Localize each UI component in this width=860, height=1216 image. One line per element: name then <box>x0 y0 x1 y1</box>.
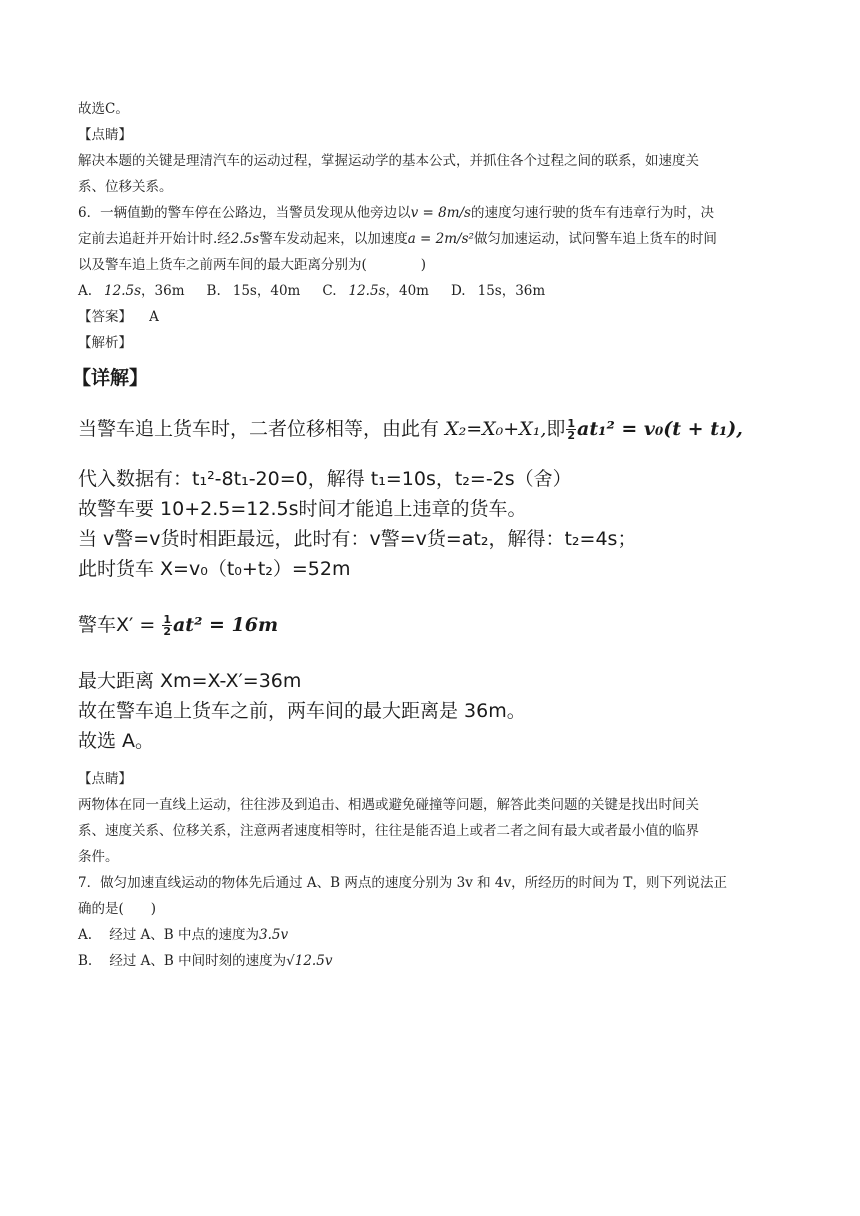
question-stem: 确的是( ) <box>78 901 157 917</box>
section-tag: 【点睛】 <box>78 771 132 787</box>
question-7 <box>78 870 784 974</box>
detail-line: 最大距离 Xm=X-X′=36m <box>78 670 302 692</box>
document-page <box>72 96 784 974</box>
detail-line: 故在警车追上货车之前，两车间的最大距离是 36m。 <box>78 700 526 722</box>
stem-text: 做匀加速运动，试问警车追上货车的时间 <box>473 231 717 247</box>
option-letter: D. <box>450 283 466 299</box>
question-stem: 以及警车追上货车之前两车间的最大距离分别为( ) <box>78 257 427 273</box>
answer-line <box>78 304 784 330</box>
option-letter: A. <box>78 927 93 943</box>
option-c <box>322 278 429 304</box>
fraction-den: 2 <box>567 429 576 442</box>
text-line: 系、速度关系、位移关系，注意两者速度相等时，往往是能否追上或者二者之间有最大或者最小值的临界 <box>78 823 699 839</box>
text-line: 系、位移关系。 <box>78 179 173 195</box>
question-stem <box>78 226 784 252</box>
answer-value: A <box>149 309 159 325</box>
formula: X₂=X₀+X₁, <box>445 418 547 440</box>
text-line: 解决本题的关键是理清汽车的运动过程，掌握运动学的基本公式，并抓住各个过程之间的联系，如速度关 <box>78 153 699 169</box>
detail-line: 当 v警=v货时相距最远，此时有：v警=v货=at₂，解得：t₂=4s； <box>78 528 637 550</box>
text-line: 两物体在同一直线上运动，往往涉及到追击、相遇或避免碰撞等问题，解答此类问题的关键是找出时间关 <box>78 797 699 813</box>
option-time: 15s <box>232 283 257 299</box>
detail-block <box>72 364 784 756</box>
option-letter: A. <box>78 283 93 299</box>
formula: √12.5v <box>286 953 333 969</box>
option-text: 经过 A、B 中间时刻的速度为 <box>109 953 287 969</box>
option-b <box>78 948 784 974</box>
text-line: 条件。 <box>78 849 119 865</box>
detail-line: 故警车要 10+2.5=12.5s时间才能追上违章的货车。 <box>78 498 527 520</box>
detail-line: 此时货车 X=v₀（t₀+t₂）=52m <box>78 558 351 580</box>
detail-line <box>78 414 784 444</box>
question-stem <box>78 200 784 226</box>
detail-title: 【详解】 <box>72 367 149 389</box>
stem-text: 警车发动起来，以加速度 <box>259 231 408 247</box>
detail-text: 警车X′ = <box>78 614 162 636</box>
question-stem: 7．做匀加速直线运动的物体先后通过 A、B 两点的速度分别为 3v 和 4v，所经历的时间为 T，则下列说法正 <box>78 875 727 891</box>
formula: at² = 16m <box>173 614 279 636</box>
formula: at₁² = v₀(t + t₁), <box>577 418 743 440</box>
detail-line <box>78 610 784 640</box>
detail-text: 当警车追上货车时，二者位移相等，由此有 <box>78 418 446 440</box>
fraction-num: 1 <box>163 613 171 626</box>
option-letter: C. <box>322 283 337 299</box>
formula: a = 2m/s² <box>407 231 474 247</box>
option-dist: ，36m <box>501 283 546 299</box>
text-line: 故选C。 <box>78 101 129 117</box>
fraction-den: 2 <box>163 625 171 638</box>
formula: 3.5v <box>258 927 289 943</box>
fraction <box>162 614 172 637</box>
option-a <box>78 922 784 948</box>
option-text: 经过 A、B 中点的速度为 <box>109 927 259 943</box>
analysis-label: 【解析】 <box>78 335 132 351</box>
option-time: 12.5s <box>104 283 142 299</box>
detail-line: 代入数据有：t₁²-8t₁-20=0，解得 t₁=10s，t₂=-2s（舍） <box>78 468 572 490</box>
stem-text: 6．一辆值勤的警车停在公路边，当警员发现从他旁边以 <box>78 205 411 221</box>
option-b <box>207 278 301 304</box>
option-a <box>78 278 185 304</box>
detail-text: 即 <box>546 418 566 440</box>
answer-label: 【答案】 <box>78 309 132 325</box>
stem-text: 的速度匀速行驶的货车有违章行为时，决 <box>470 205 714 221</box>
question-6 <box>78 200 784 356</box>
formula: 2.5s <box>230 231 260 247</box>
option-time: 15s <box>477 283 502 299</box>
option-dist: ，40m <box>256 283 301 299</box>
option-letter: B. <box>78 953 93 969</box>
section-tag: 【点睛】 <box>78 127 132 143</box>
option-dist: ，40m <box>385 283 429 299</box>
detail-line: 故选 A。 <box>78 730 155 752</box>
option-dist: ，36m <box>141 283 185 299</box>
fraction <box>566 418 576 441</box>
formula: v = 8m/s <box>410 205 471 221</box>
option-letter: B. <box>206 283 221 299</box>
stem-text: 定前去追赶并开始计时.经 <box>78 231 231 247</box>
option-time: 12.5s <box>348 283 386 299</box>
fraction-num: 1 <box>567 417 576 430</box>
option-d <box>451 278 545 304</box>
options-row <box>78 278 784 304</box>
